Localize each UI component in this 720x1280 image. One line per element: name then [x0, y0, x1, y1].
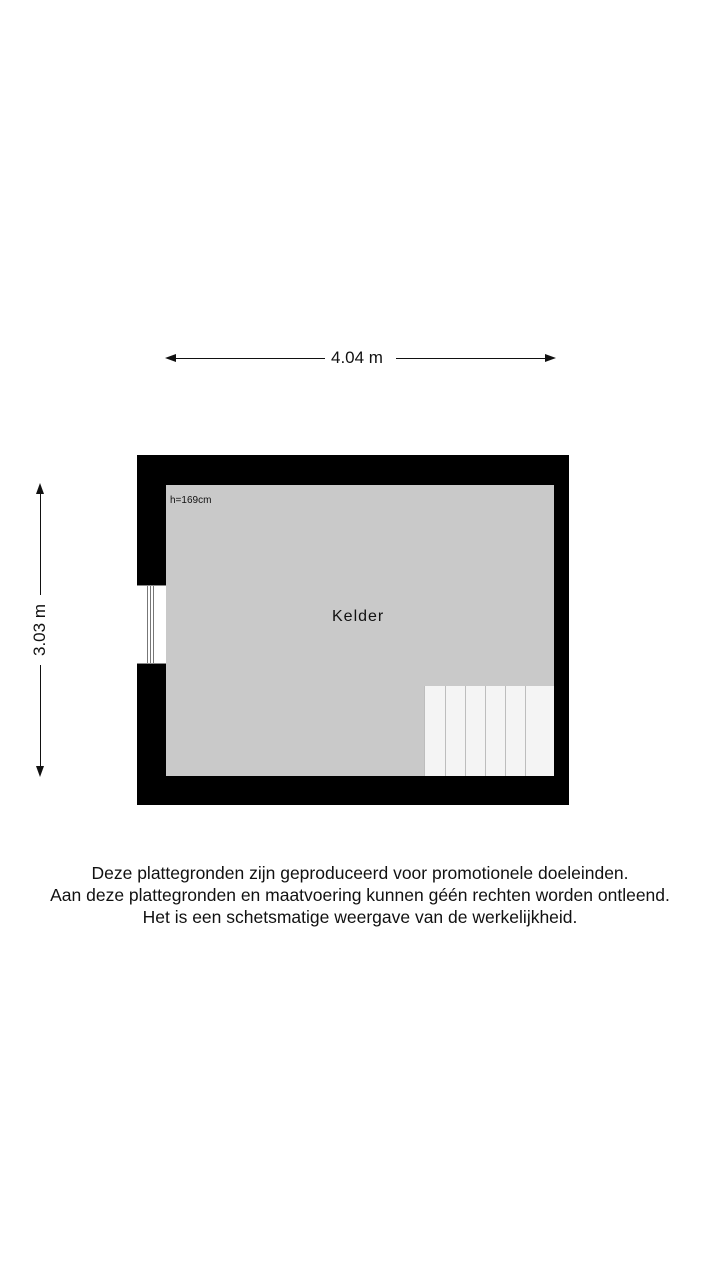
window-pane-line: [147, 586, 148, 663]
arrow-down-icon: [36, 766, 44, 777]
depth-label: 3.03 m: [30, 604, 49, 656]
stair-step: [445, 686, 466, 776]
window: [137, 585, 166, 664]
depth-dimension-line-bottom: [40, 665, 41, 770]
arrow-right-icon: [545, 354, 556, 362]
room-height-label: h=169cm: [170, 495, 212, 506]
window-pane-line: [150, 586, 151, 663]
stair-step: [525, 686, 554, 776]
width-dimension-line-left: [170, 358, 325, 359]
depth-dimension-line-top: [40, 490, 41, 595]
width-label: 4.04 m: [331, 348, 383, 367]
disclaimer-line-3: Het is een schetsmatige weergave van de werkelijkheid.: [142, 907, 578, 927]
stair-step: [424, 686, 446, 776]
disclaimer-line-2: Aan deze plattegronden en maatvoering kunnen géén rechten worden ontleend.: [50, 885, 670, 905]
stairs: [424, 686, 554, 776]
room-name: Kelder: [332, 608, 385, 625]
disclaimer: [0, 862, 720, 928]
stair-step: [505, 686, 526, 776]
stair-step: [485, 686, 506, 776]
width-dimension-line-right: [396, 358, 546, 359]
stair-step: [465, 686, 486, 776]
disclaimer-line-1: Deze plattegronden zijn geproduceerd voor promotionele doeleinden.: [91, 863, 629, 883]
window-pane-line: [153, 586, 154, 663]
